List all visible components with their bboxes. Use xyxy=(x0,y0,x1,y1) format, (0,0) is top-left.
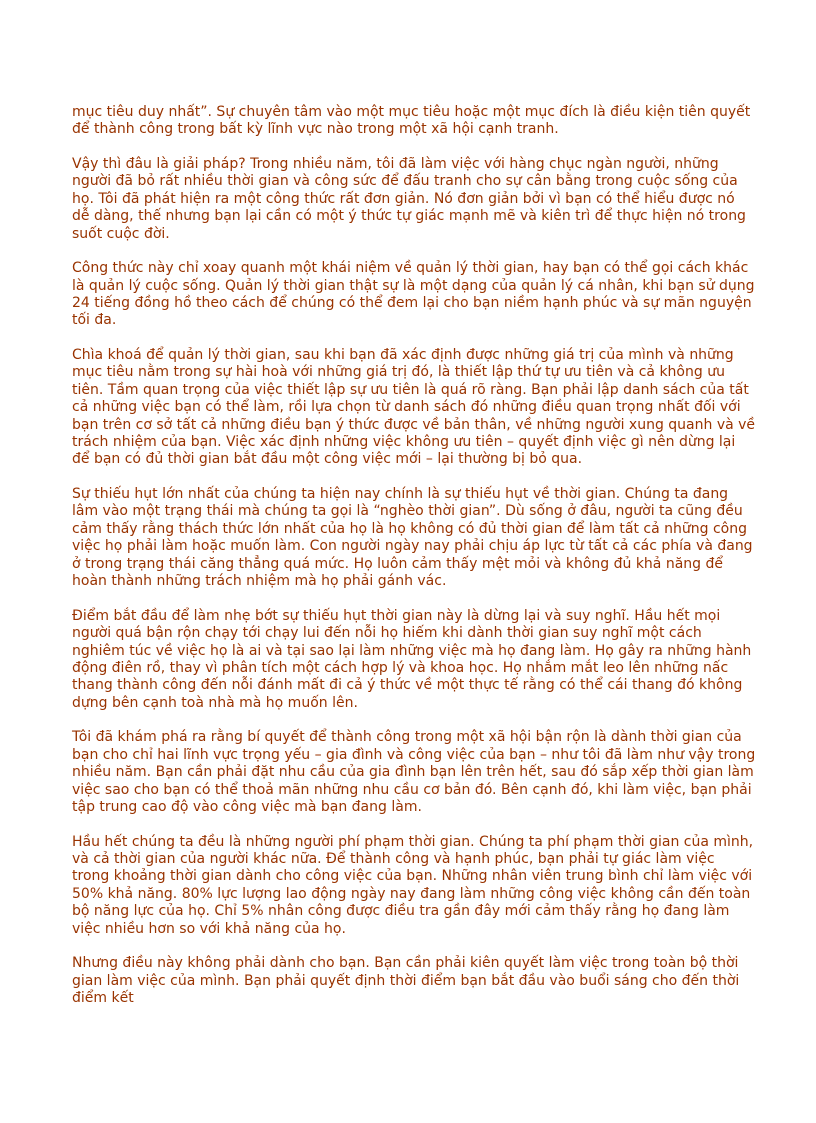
document-page xyxy=(72,104,756,1025)
paragraph-6: Điểm bắt đầu để làm nhẹ bớt sự thiếu hụt thời gian này là dừng lại và suy nghĩ. Hầu hết mọi người quá bận rộn chạy tới chạy lui đến nỗi họ hiếm khi dành thời gian suy nghĩ một cách nghiêm túc về việc họ là ai và tại sao lại làm những việc mà họ đang làm. Họ gây ra những hành động điên rồ, thay vì phân tích một cách hợp lý và khoa học. Họ nhắm mắt leo lên những nấc thang thành công đến nỗi đánh mất đi cả ý thức về một thực tế rằng có thể cái thang đó không dựng bên cạnh toà nhà mà họ muốn lên. xyxy=(72,607,752,711)
paragraph-3: Công thức này chỉ xoay quanh một khái niệm về quản lý thời gian, hay bạn có thể gọi cách khác là quản lý cuộc sống. Quản lý thời gian thật sự là một dạng của quản lý cá nhân, khi bạn sử dụng 24 tiếng đồng hồ theo cách để chúng có thể đem lại cho bạn niềm hạnh phúc và sự mãn nguyện tối đa. xyxy=(72,260,755,329)
paragraph-8: Hầu hết chúng ta đều là những người phí phạm thời gian. Chúng ta phí phạm thời gian của mình, và cả thời gian của người khác nữa. Để thành công và hạnh phúc, bạn phải tự giác làm việc trong khoảng thời gian dành cho công việc của bạn. Những nhân viên trung bình chỉ làm việc với 50% khả năng. 80% lực lượng lao động ngày nay đang làm những công việc không cần đến toàn bộ năng lực của họ. Chỉ 5% nhân công được điều tra gần đây mới cảm thấy rằng họ đang làm việc nhiều hơn so với khả năng của họ. xyxy=(72,833,754,937)
paragraph-4: Chìa khoá để quản lý thời gian, sau khi bạn đã xác định được những giá trị của mình và những mục tiêu nằm trong sự hài hoà với những giá trị đó, là thiết lập thứ tự ưu tiên và cả không ưu tiên. Tầm quan trọng của việc thiết lập sự ưu tiên là quá rõ ràng. Bạn phải lập danh sách của tất cả những việc bạn có thể làm, rồi lựa chọn từ danh sách đó những điều quan trọng nhất đối với bạn trên cơ sở tất cả những điều bạn ý thức được về bản thân, về những người xung quanh và về trách nhiệm của bạn. Việc xác định những việc không ưu tiên – quyết định việc gì nên dừng lại để bạn có đủ thời gian bắt đầu một công việc mới – lại thường bị bỏ qua. xyxy=(72,347,756,468)
paragraph-7: Tôi đã khám phá ra rằng bí quyết để thành công trong một xã hội bận rộn là dành thời gian của bạn cho chỉ hai lĩnh vực trọng yếu – gia đình và công việc của bạn – như tôi đã làm như vậy trong nhiều năm. Bạn cần phải đặt nhu cầu của gia đình bạn lên trên hết, sau đó sắp xếp thời gian làm việc sao cho bạn có thể thoả mãn những nhu cầu cơ bản đó. Bên cạnh đó, khi làm việc, bạn phải tập trung cao độ vào công việc mà bạn đang làm. xyxy=(72,729,756,815)
paragraph-5: Sự thiếu hụt lớn nhất của chúng ta hiện nay chính là sự thiếu hụt về thời gian. Chúng ta đang lâm vào một trạng thái mà chúng ta gọi là “nghèo thời gian”. Dù sống ở đâu, người ta cũng đều cảm thấy rằng thách thức lớn nhất của họ là họ không có đủ thời gian để làm tất cả những công việc họ phải làm hoặc muốn làm. Con người ngày nay phải chịu áp lực từ tất cả các phía và đang ở trong trạng thái căng thẳng quá mức. Họ luôn cảm thấy mệt mỏi và không đủ khả năng để hoàn thành những trách nhiệm mà họ phải gánh vác. xyxy=(72,486,753,590)
paragraph-9: Nhưng điều này không phải dành cho bạn. Bạn cần phải kiên quyết làm việc trong toàn bộ thời gian làm việc của mình. Bạn phải quyết định thời điểm bạn bắt đầu vào buổi sáng cho đến thời điểm kết xyxy=(72,955,740,1006)
paragraph-1: mục tiêu duy nhất”. Sự chuyên tâm vào một mục tiêu hoặc một mục đích là điều kiện tiên quyết để thành công trong bất kỳ lĩnh vực nào trong một xã hội cạnh tranh. xyxy=(72,104,751,138)
paragraph-2: Vậy thì đâu là giải pháp? Trong nhiều năm, tôi đã làm việc với hàng chục ngàn người, những người đã bỏ rất nhiều thời gian và công sức để đấu tranh cho sự cân bằng trong cuộc sống của họ. Tôi đã phát hiện ra một công thức rất đơn giản. Nó đơn giản bởi vì bạn có thể hiểu được nó dễ dàng, thế nhưng bạn lại cần có một ý thức tự giác mạnh mẽ và kiên trì để thực hiện nó trong suốt cuộc đời. xyxy=(72,156,746,242)
